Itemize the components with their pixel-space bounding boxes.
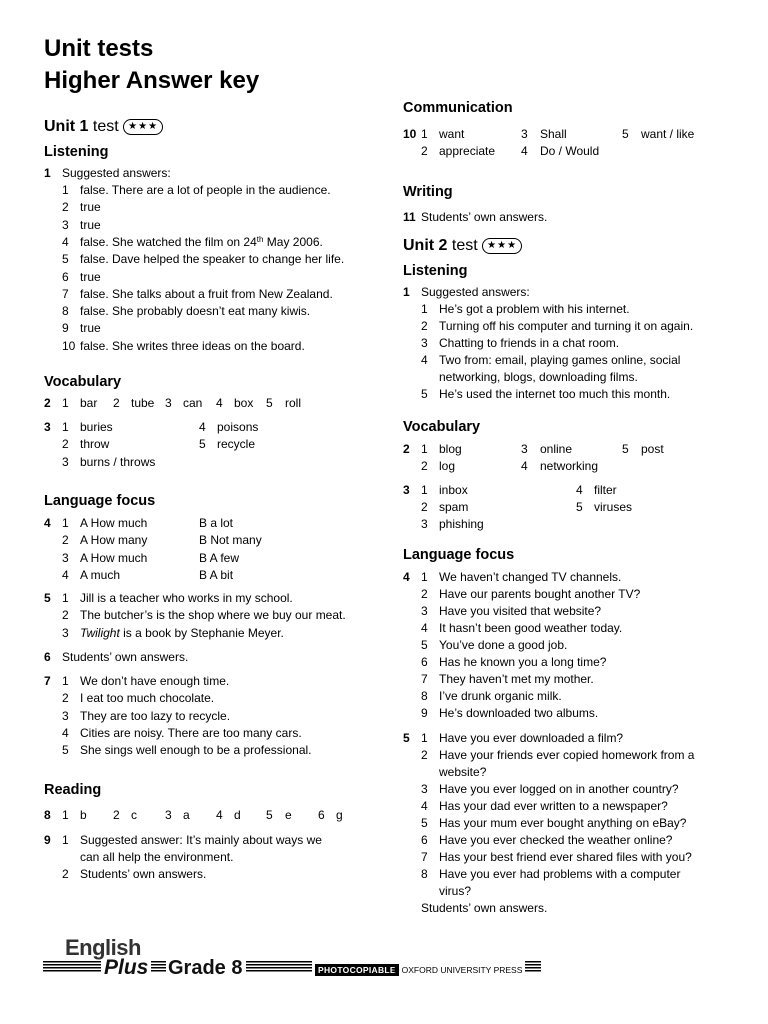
- answer-text: blog: [439, 442, 462, 456]
- answer-text: I eat too much chocolate.: [80, 691, 215, 706]
- question-number: 8: [44, 808, 51, 822]
- answer-text: e: [285, 808, 292, 822]
- item-number: 2: [421, 748, 428, 762]
- answer-text: Jill is a teacher who works in my school.: [80, 591, 293, 605]
- answer-text-part: May 2006.: [263, 234, 323, 249]
- item-number: 5: [62, 252, 69, 267]
- answer-text: I’ve drunk organic milk.: [439, 689, 562, 703]
- item-number: 2: [62, 691, 69, 706]
- item-number: 2: [421, 500, 428, 514]
- item-number: 2: [421, 144, 428, 158]
- item-number: 8: [421, 689, 428, 703]
- communication-heading: Communication: [403, 100, 513, 116]
- answer-text: appreciate: [439, 144, 496, 158]
- item-number: 4: [521, 459, 528, 473]
- question-number: 9: [44, 833, 51, 847]
- item-number: 1: [62, 808, 69, 822]
- question-number: 11: [403, 210, 416, 224]
- language-focus-heading: Language focus: [403, 547, 515, 563]
- answer-text-part: false. She watched the film on 24: [80, 234, 257, 249]
- answer-text: post: [641, 442, 664, 456]
- question-number: 2: [44, 396, 51, 410]
- answer-text: website?: [439, 765, 487, 779]
- item-number: 4: [576, 483, 583, 497]
- answer-text: B a lot: [199, 516, 234, 530]
- answer-text: false. There are a lot of people in the audience.: [80, 183, 331, 197]
- item-number: 2: [421, 459, 428, 473]
- answer-text: Has your best friend ever shared files with you?: [439, 850, 692, 864]
- answer-text: roll: [285, 396, 302, 410]
- item-number: 5: [266, 396, 273, 410]
- answer-text: She sings well enough to be a professional.: [80, 743, 312, 758]
- item-number: 5: [576, 500, 583, 514]
- question-intro: Suggested answers:: [62, 166, 171, 180]
- answer-text: false. She probably doesn’t eat many kiwis.: [80, 304, 311, 319]
- item-number: 5: [421, 387, 428, 401]
- answer-text: recycle: [217, 437, 256, 451]
- item-number: 6: [62, 269, 69, 284]
- item-number: 3: [62, 550, 69, 565]
- item-number: 1: [62, 833, 69, 847]
- item-number: 1: [421, 442, 428, 456]
- answer-text: burns / throws: [80, 455, 156, 469]
- item-number: 1: [62, 516, 69, 530]
- answer-text: buries: [80, 420, 113, 434]
- answer-text: Students’ own answers.: [421, 210, 548, 224]
- photocopiable-label: PHOTOCOPIABLE: [315, 964, 399, 976]
- answer-text: Have your friends ever copied homework from a: [439, 748, 695, 762]
- item-number: 2: [62, 200, 69, 215]
- item-number: 4: [199, 420, 206, 434]
- item-number: 1: [62, 674, 69, 688]
- footer-rule: [43, 961, 101, 973]
- question-number: 1: [44, 166, 51, 180]
- answer-text: true: [80, 217, 101, 232]
- answer-text: Have you ever had problems with a computer: [439, 867, 681, 881]
- item-number: 5: [199, 437, 206, 451]
- item-number: 1: [62, 183, 69, 197]
- reading-heading: Reading: [44, 782, 102, 798]
- item-number: 6: [421, 655, 428, 669]
- item-number: 9: [62, 321, 69, 336]
- item-number: 5: [62, 743, 69, 758]
- answer-text: c: [131, 808, 137, 822]
- item-number: 1: [421, 302, 428, 316]
- item-number: 8: [421, 867, 428, 881]
- answer-text: true: [80, 200, 101, 215]
- answer-text: Students’ own answers.: [62, 650, 189, 664]
- unit-2-heading: [403, 238, 522, 254]
- item-number: 3: [62, 455, 69, 469]
- answer-text: online: [540, 442, 573, 456]
- answer-text: viruses: [594, 500, 633, 514]
- unit-label: Unit 2: [403, 237, 448, 254]
- item-number: 1: [421, 483, 428, 497]
- publisher-label: © OXFORD UNIVERSITY PRESS: [393, 965, 523, 975]
- answer-text: Suggested answer: It’s mainly about ways we: [80, 833, 322, 847]
- answer-text: They haven’t met my mother.: [439, 672, 594, 686]
- vocabulary-heading: Vocabulary: [403, 419, 481, 435]
- item-number: 4: [216, 396, 223, 410]
- question-number: 3: [44, 420, 51, 434]
- grade-label: Grade 8: [168, 957, 243, 979]
- answer-text: A How much: [80, 550, 148, 565]
- page-subtitle: Higher Answer key: [44, 67, 260, 94]
- answer-text: We haven’t changed TV channels.: [439, 570, 622, 584]
- item-number: 4: [62, 234, 69, 249]
- ordinal-suffix: th: [256, 234, 264, 244]
- item-number: 3: [165, 808, 172, 822]
- item-number: 5: [622, 442, 629, 456]
- answer-text: false. Dave helped the speaker to change her life.: [80, 252, 345, 267]
- item-number: 2: [62, 533, 69, 548]
- answer-text: A How many: [80, 533, 148, 548]
- question-number: 1: [403, 285, 410, 299]
- answer-text: You’ve done a good job.: [439, 638, 568, 652]
- answer-text: A How much: [80, 516, 148, 530]
- answer-text: can all help the environment.: [80, 850, 234, 864]
- answer-text: networking, blogs, downloading films.: [439, 370, 638, 384]
- answer-text: Has your dad ever written to a newspaper?: [439, 799, 668, 813]
- question-number: 5: [403, 731, 410, 745]
- answer-text: Shall: [540, 127, 567, 141]
- answer-text: Turning off his computer and turning it on again.: [439, 319, 694, 333]
- item-number: 5: [421, 816, 428, 830]
- item-number: 6: [421, 833, 428, 847]
- answer-text: We don’t have enough time.: [80, 674, 230, 688]
- answer-text: Has your mum ever bought anything on eBay?: [439, 816, 687, 830]
- item-number: 9: [421, 706, 428, 720]
- item-number: 1: [62, 591, 69, 605]
- item-number: 4: [421, 799, 428, 813]
- footer-rule: [246, 961, 312, 973]
- answer-text: The butcher’s is the shop where we buy our meat.: [80, 608, 346, 623]
- answer-text: B A bit: [199, 567, 234, 582]
- brand-plus: Plus: [104, 956, 149, 979]
- item-number: 4: [421, 353, 428, 367]
- answer-text: box: [234, 396, 254, 410]
- question-number: 2: [403, 442, 410, 456]
- answer-text: phishing: [439, 517, 484, 531]
- item-number: 8: [62, 304, 69, 319]
- question-number: 10: [403, 127, 417, 141]
- listening-heading: Listening: [403, 263, 468, 279]
- item-number: 3: [421, 604, 428, 618]
- item-number: 1: [62, 396, 69, 410]
- answer-text: B A few: [199, 550, 240, 565]
- answer-text: He’s downloaded two albums.: [439, 706, 599, 720]
- answer-text: He’s used the internet too much this month.: [439, 387, 671, 401]
- writing-heading: Writing: [403, 184, 453, 200]
- question-number: 4: [44, 516, 51, 530]
- answer-text: tube: [131, 396, 155, 410]
- language-focus-heading: Language focus: [44, 493, 156, 509]
- question-number: 6: [44, 650, 51, 664]
- answer-text: He’s got a problem with his internet.: [439, 302, 630, 316]
- item-number: 4: [216, 808, 223, 822]
- item-number: 3: [62, 625, 69, 640]
- answer-text: false. She talks about a fruit from New Zealand.: [80, 286, 333, 301]
- unit-label: Unit 1: [44, 118, 89, 135]
- item-number: 4: [62, 725, 69, 740]
- answer-text: A much: [80, 567, 121, 582]
- answer-text: Chatting to friends in a chat room.: [439, 336, 620, 350]
- question-number: 4: [403, 570, 410, 584]
- answer-text: Has he known you a long time?: [439, 655, 607, 669]
- item-number: 1: [421, 731, 428, 745]
- answer-text: Students’ own answers.: [421, 901, 548, 915]
- answer-text: throw: [80, 437, 110, 451]
- item-number: 3: [62, 217, 69, 232]
- footer-branding: [43, 933, 543, 979]
- answer-text: Two from: email, playing games online, social: [439, 353, 681, 367]
- answer-text: Have our parents bought another TV?: [439, 587, 641, 601]
- footer-rule: [525, 961, 541, 973]
- unit-test-label: test: [92, 118, 119, 135]
- item-number: 7: [421, 672, 428, 686]
- answer-text: spam: [439, 500, 469, 514]
- item-number: 4: [62, 567, 69, 582]
- answer-text-part: is a book by Stephanie Meyer.: [119, 625, 284, 640]
- footer-rule: [151, 961, 166, 973]
- item-number: 1: [421, 127, 428, 141]
- item-number: 3: [521, 127, 528, 141]
- question-intro: Suggested answers:: [421, 285, 530, 299]
- answer-text: d: [234, 808, 241, 822]
- answer-text: true: [80, 321, 101, 336]
- answer-text: Have you ever checked the weather online?: [439, 833, 673, 847]
- answer-text: poisons: [217, 420, 259, 434]
- answer-text: false. She writes three ideas on the board.: [80, 338, 305, 353]
- answer-text: can: [183, 396, 203, 410]
- answer-text: inbox: [439, 483, 468, 497]
- answer-text: Do / Would: [540, 144, 600, 158]
- stars-badge: ★★★: [482, 238, 522, 254]
- answer-text: filter: [594, 483, 617, 497]
- answer-text: want: [439, 127, 465, 141]
- item-number: 2: [62, 608, 69, 623]
- vocabulary-heading: Vocabulary: [44, 374, 122, 390]
- item-number: 7: [62, 286, 69, 301]
- item-number: 3: [421, 517, 428, 531]
- answer-text: Have you visited that website?: [439, 604, 602, 618]
- question-number: 5: [44, 591, 51, 605]
- item-number: 4: [421, 621, 428, 635]
- question-number: 7: [44, 674, 51, 688]
- question-number: 3: [403, 483, 410, 497]
- item-number: 3: [521, 442, 528, 456]
- item-number: 10: [62, 338, 76, 353]
- item-number: 2: [113, 396, 120, 410]
- item-number: 3: [421, 782, 428, 796]
- answer-text: virus?: [439, 884, 472, 898]
- unit-test-label: test: [451, 237, 478, 254]
- item-number: 4: [521, 144, 528, 158]
- answer-text: B Not many: [199, 533, 262, 548]
- answer-text: a: [183, 808, 190, 822]
- answer-text: b: [80, 808, 87, 822]
- item-number: 5: [421, 638, 428, 652]
- brand-english: English: [65, 935, 141, 960]
- answer-text: Cities are noisy. There are too many cars.: [80, 725, 302, 740]
- unit-1-heading: [44, 119, 163, 135]
- answer-text: [80, 236, 323, 248]
- listening-heading: Listening: [44, 144, 109, 160]
- item-number: 1: [62, 420, 69, 434]
- item-number: 6: [318, 808, 325, 822]
- item-number: 5: [266, 808, 273, 822]
- stars-badge: ★★★: [123, 119, 163, 135]
- answer-text: true: [80, 269, 101, 284]
- answer-text: log: [439, 459, 456, 473]
- item-number: 5: [622, 127, 629, 141]
- item-number: 2: [62, 437, 69, 451]
- item-number: 2: [421, 319, 428, 333]
- answer-text: networking: [540, 459, 599, 473]
- answer-text: They are too lazy to recycle.: [80, 708, 231, 723]
- answer-text: bar: [80, 396, 98, 410]
- answer-text: g: [336, 808, 343, 822]
- item-number: 2: [421, 587, 428, 601]
- item-number: 1: [421, 570, 428, 584]
- answer-text: want / like: [641, 127, 695, 141]
- item-number: 7: [421, 850, 428, 864]
- item-number: 3: [165, 396, 172, 410]
- item-number: 2: [62, 867, 69, 881]
- answer-text: It hasn’t been good weather today.: [439, 621, 623, 635]
- answer-text: [80, 627, 284, 639]
- answer-text: Have you ever logged on in another country?: [439, 782, 679, 796]
- item-number: 3: [421, 336, 428, 350]
- answer-text: Have you ever downloaded a film?: [439, 731, 624, 745]
- book-title: Twilight: [80, 625, 120, 640]
- page-title: Unit tests: [44, 35, 154, 62]
- answer-text: Students’ own answers.: [80, 867, 207, 881]
- item-number: 3: [62, 708, 69, 723]
- item-number: 2: [113, 808, 120, 822]
